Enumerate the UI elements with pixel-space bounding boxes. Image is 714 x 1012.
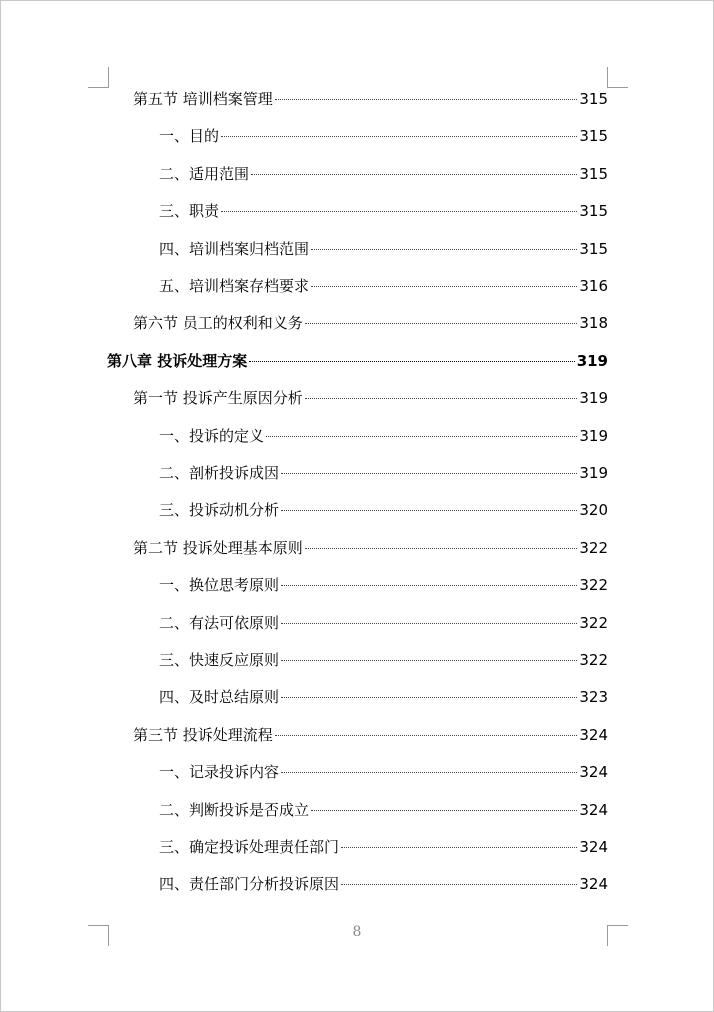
- toc-entry-page: 324: [579, 838, 608, 856]
- toc-entry-page: 322: [579, 614, 608, 632]
- toc-entry[interactable]: [159, 498, 608, 522]
- toc-entry-page: 316: [579, 277, 608, 295]
- toc-entry-title: 四、及时总结原则: [159, 688, 280, 706]
- toc-dot-leader: [275, 99, 578, 100]
- toc-entry[interactable]: [159, 573, 608, 597]
- toc-entry[interactable]: [159, 760, 608, 784]
- toc-entry[interactable]: [159, 461, 608, 485]
- toc-dot-leader: [311, 249, 577, 250]
- toc-entry[interactable]: [159, 199, 608, 223]
- toc-entry-page: 324: [579, 875, 608, 893]
- toc-dot-leader: [221, 211, 577, 212]
- toc-entry-page: 315: [579, 240, 608, 258]
- toc-entry-title: 第二节 投诉处理基本原则: [133, 539, 303, 557]
- toc-entry[interactable]: [159, 648, 608, 672]
- toc-entry-title: 第一节 投诉产生原因分析: [133, 389, 303, 407]
- toc-entry[interactable]: [107, 349, 608, 373]
- toc-entry-page: 319: [579, 389, 608, 407]
- toc-entry-page: 319: [579, 427, 608, 445]
- toc-entry-page: 324: [579, 726, 608, 744]
- toc-entry-title: 一、换位思考原则: [159, 576, 280, 594]
- toc-entry[interactable]: [159, 798, 608, 822]
- toc-dot-leader: [281, 660, 577, 661]
- toc-entry-page: 322: [579, 651, 608, 669]
- toc-entry-page: 315: [579, 127, 608, 145]
- toc-entry-page: 320: [579, 501, 608, 519]
- toc-entry-title: 第八章 投诉处理方案: [107, 352, 248, 370]
- toc-dot-leader: [311, 286, 577, 287]
- toc-entry-title: 五、培训档案存档要求: [159, 277, 310, 295]
- toc-entry[interactable]: [159, 611, 608, 635]
- toc-dot-leader: [249, 361, 574, 362]
- toc-entry-page: 322: [579, 539, 608, 557]
- toc-entry-title: 二、剖析投诉成因: [159, 464, 280, 482]
- toc-entry[interactable]: [133, 723, 608, 747]
- toc-entry[interactable]: [159, 835, 608, 859]
- toc-entry-title: 一、记录投诉内容: [159, 763, 280, 781]
- toc-entry-page: 323: [579, 688, 608, 706]
- toc-entry[interactable]: [133, 311, 608, 335]
- toc-entry-title: 第六节 员工的权利和义务: [133, 314, 303, 332]
- toc-entry-page: 322: [579, 576, 608, 594]
- toc-entry[interactable]: [159, 162, 608, 186]
- toc-entry-title: 三、确定投诉处理责任部门: [159, 838, 340, 856]
- toc-entry-page: 315: [579, 202, 608, 220]
- toc-entry-page: 315: [579, 165, 608, 183]
- toc-entry-title: 二、适用范围: [159, 165, 250, 183]
- toc-entry[interactable]: [133, 386, 608, 410]
- toc-entry-page: 324: [579, 801, 608, 819]
- toc-dot-leader: [281, 510, 577, 511]
- toc-dot-leader: [281, 585, 577, 586]
- toc-entry[interactable]: [159, 274, 608, 298]
- toc-entry-title: 一、投诉的定义: [159, 427, 265, 445]
- toc-entry-title: 三、投诉动机分析: [159, 501, 280, 519]
- toc-entry-page: 324: [579, 763, 608, 781]
- crop-mark-top-left: [88, 67, 109, 88]
- toc-dot-leader: [341, 884, 577, 885]
- toc-dot-leader: [266, 436, 577, 437]
- toc-entry-title: 四、责任部门分析投诉原因: [159, 875, 340, 893]
- toc-dot-leader: [281, 473, 577, 474]
- toc-entry[interactable]: [159, 872, 608, 896]
- toc-entry[interactable]: [159, 424, 608, 448]
- toc-entry-page: 319: [579, 464, 608, 482]
- toc-dot-leader: [281, 772, 577, 773]
- toc-entry-title: 二、有法可依原则: [159, 614, 280, 632]
- toc-entry-page: 319: [576, 352, 608, 370]
- toc-entry-title: 一、目的: [159, 127, 220, 145]
- toc-entry-title: 三、职责: [159, 202, 220, 220]
- toc-entry-title: 第五节 培训档案管理: [133, 90, 273, 108]
- toc-entry[interactable]: [159, 237, 608, 261]
- toc-dot-leader: [275, 735, 578, 736]
- toc-dot-leader: [311, 810, 577, 811]
- toc-entry-title: 四、培训档案归档范围: [159, 240, 310, 258]
- toc-dot-leader: [305, 398, 578, 399]
- toc-entry[interactable]: [159, 124, 608, 148]
- toc-entry-page: 315: [579, 90, 608, 108]
- toc-dot-leader: [251, 174, 577, 175]
- toc-dot-leader: [221, 136, 577, 137]
- crop-mark-top-right: [607, 67, 628, 88]
- footer-page-number: 8: [352, 924, 362, 940]
- toc-dot-leader: [281, 623, 577, 624]
- toc-dot-leader: [305, 323, 578, 324]
- toc-entry-page: 318: [579, 314, 608, 332]
- toc-entry[interactable]: [133, 536, 608, 560]
- toc-entry[interactable]: [133, 87, 608, 111]
- toc-entry-title: 三、快速反应原则: [159, 651, 280, 669]
- toc-dot-leader: [341, 847, 577, 848]
- toc-dot-leader: [281, 697, 577, 698]
- toc-dot-leader: [305, 548, 578, 549]
- toc-entry[interactable]: [159, 685, 608, 709]
- toc-entry-title: 第三节 投诉处理流程: [133, 726, 273, 744]
- toc-entry-title: 二、判断投诉是否成立: [159, 801, 310, 819]
